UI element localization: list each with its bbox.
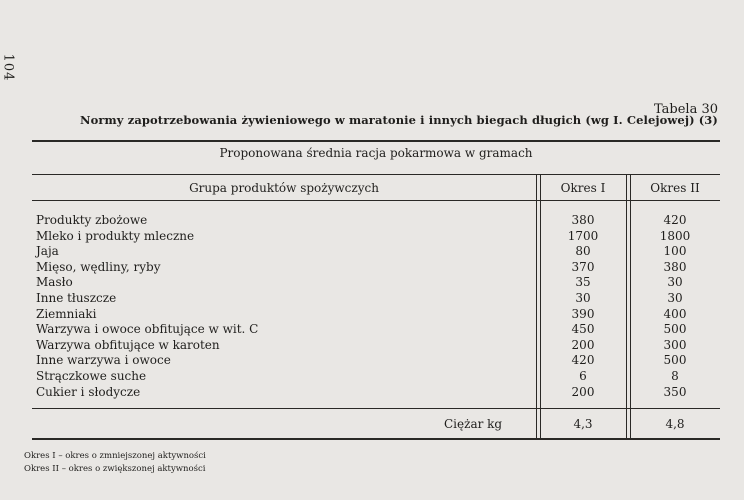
footnotes	[24, 450, 206, 476]
row-label: Warzywa obfitujące w karoten	[36, 337, 220, 352]
row-label: Jaja	[36, 244, 59, 259]
row-okres-1: 370	[571, 259, 595, 274]
row-okres-2: 30	[667, 290, 683, 305]
row-label: Inne warzywa i owoce	[36, 353, 171, 368]
table-row	[32, 291, 720, 307]
row-label: Cukier i słodycze	[36, 384, 141, 399]
footnote: Okres I – okres o zmniejszonej aktywności	[24, 451, 206, 461]
table-row	[32, 260, 720, 276]
row-label: Inne tłuszcze	[36, 290, 117, 305]
row-okres-1: 200	[571, 337, 595, 352]
table-row	[32, 369, 720, 385]
row-label: Produkty zbożowe	[36, 213, 148, 227]
row-okres-2: 380	[663, 259, 687, 274]
row-okres-2: 350	[663, 384, 687, 399]
table-label: Tabela 30	[653, 102, 718, 117]
column-header-okres-1: Okres I	[560, 181, 606, 195]
row-okres-1: 450	[571, 322, 595, 337]
row-okres-2: 300	[663, 337, 687, 352]
row-label: Mięso, wędliny, ryby	[36, 259, 161, 274]
table-row	[32, 244, 720, 260]
row-okres-1: 200	[571, 384, 595, 399]
total-okres-1: 4,3	[573, 417, 593, 431]
row-okres-1: 35	[575, 275, 591, 290]
table-row	[32, 213, 720, 229]
row-okres-2: 8	[671, 368, 679, 383]
table-row	[32, 338, 720, 354]
total-label: Ciężar kg	[444, 417, 503, 431]
row-label: Mleko i produkty mleczne	[36, 228, 195, 243]
row-okres-2: 400	[663, 306, 687, 321]
row-label: Masło	[36, 275, 73, 290]
row-okres-1: 6	[579, 368, 587, 383]
table-title: Normy zapotrzebowania żywieniowego w maratonie i innych biegach długich (wg I. Celejowej) (3)	[80, 113, 718, 127]
table-row	[32, 385, 720, 401]
row-okres-2: 30	[667, 275, 683, 290]
table-header-top: Proponowana średnia racja pokarmowa w gramach	[219, 146, 533, 160]
row-okres-2: 1800	[659, 228, 691, 243]
row-okres-2: 500	[663, 322, 687, 337]
row-okres-2: 420	[663, 213, 687, 227]
row-okres-1: 390	[571, 306, 595, 321]
table-row	[32, 353, 720, 369]
table-row	[32, 275, 720, 291]
column-header-okres-2: Okres II	[650, 181, 700, 195]
row-okres-1: 380	[571, 213, 595, 227]
footnote: Okres II – okres o zwiększonej aktywności	[24, 464, 206, 474]
table-row	[32, 322, 720, 338]
page-number: 104	[0, 53, 16, 82]
row-okres-1: 420	[571, 353, 595, 368]
row-okres-1: 80	[575, 244, 591, 259]
table-row	[32, 307, 720, 323]
column-header-group: Grupa produktów spożywczych	[189, 181, 379, 195]
total-okres-2: 4,8	[665, 417, 685, 431]
row-okres-2: 500	[663, 353, 687, 368]
header-bottom-divider	[32, 200, 720, 201]
row-label: Ziemniaki	[36, 306, 97, 321]
row-label: Warzywa i owoce obfitujące w wit. C	[36, 322, 259, 337]
total-divider	[32, 408, 720, 409]
total-row	[32, 417, 720, 433]
row-okres-2: 100	[663, 244, 687, 259]
row-label: Strączkowe suche	[36, 368, 147, 383]
header-divider	[32, 174, 720, 175]
row-okres-1: 1700	[567, 228, 599, 243]
row-okres-1: 30	[575, 290, 591, 305]
table-row	[32, 229, 720, 245]
table-body	[32, 213, 720, 400]
nutrition-table	[32, 140, 720, 440]
